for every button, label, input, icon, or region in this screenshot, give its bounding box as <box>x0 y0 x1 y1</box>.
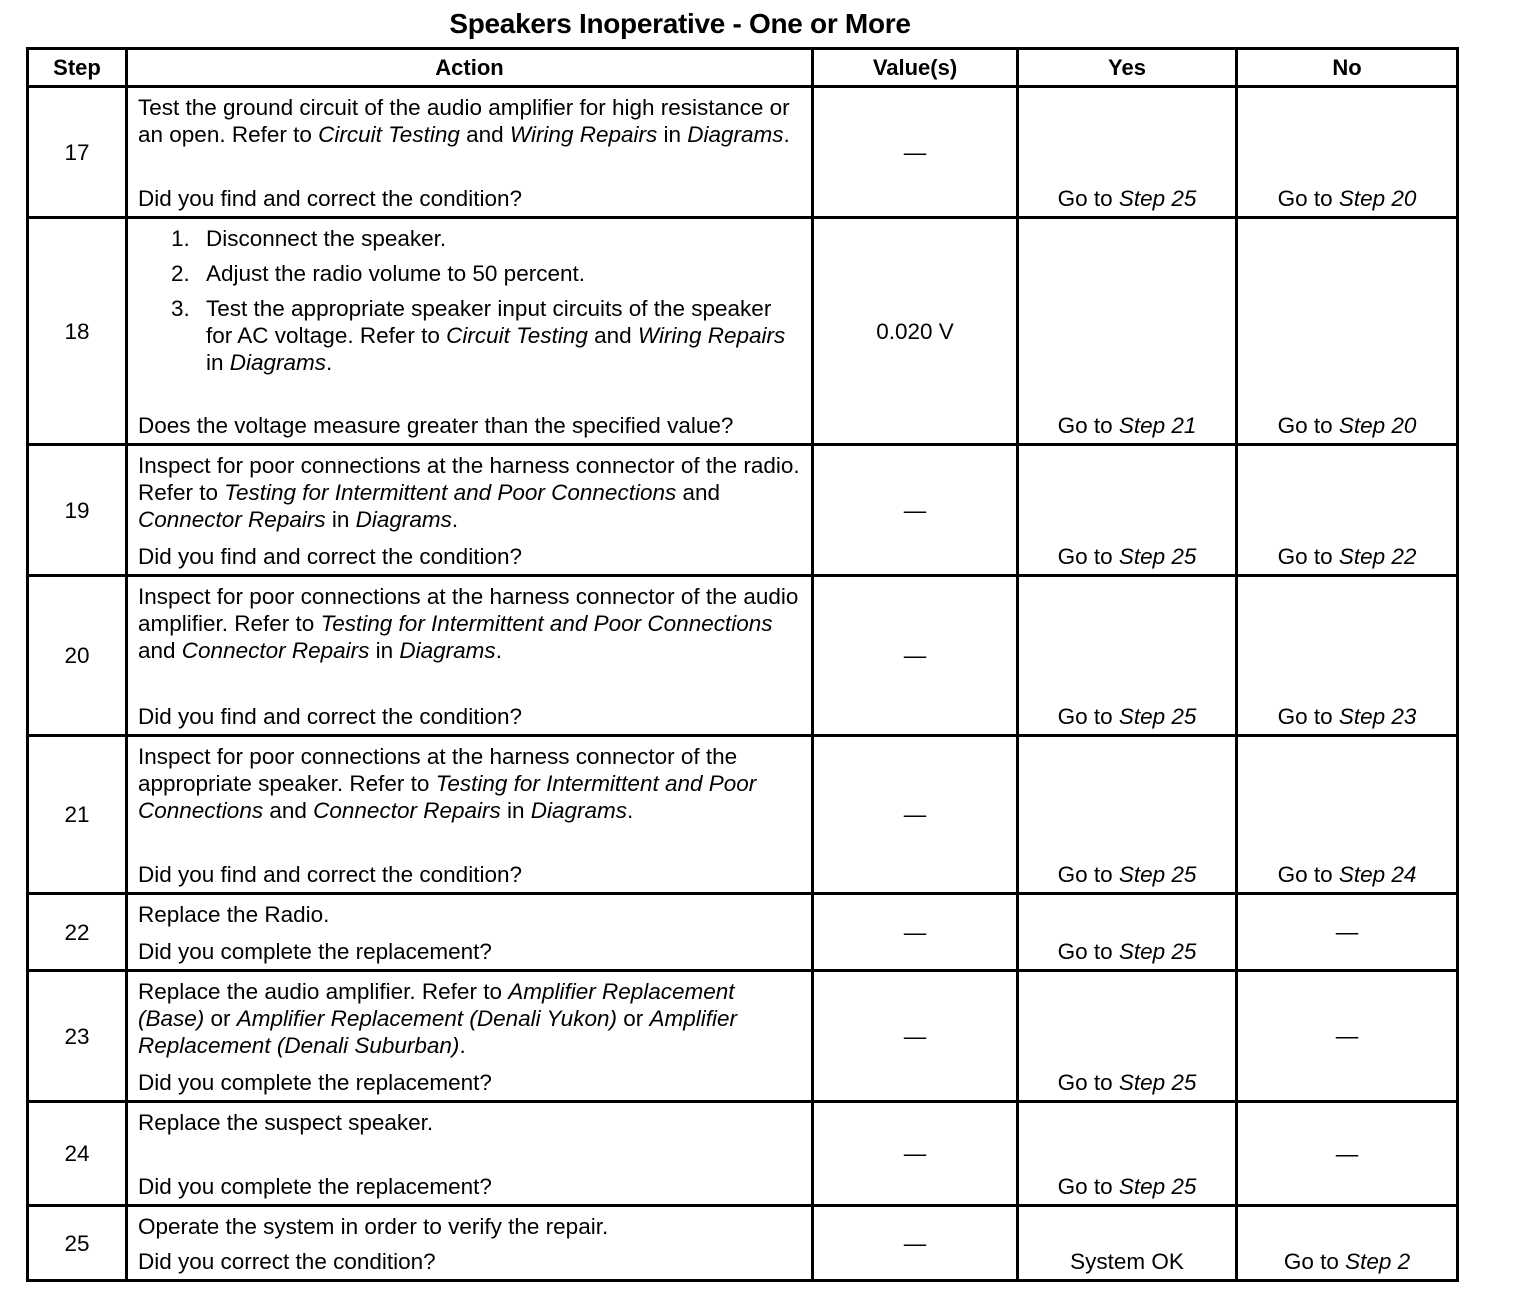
action-cell <box>127 1206 813 1281</box>
step-number: 22 <box>28 894 127 971</box>
yes-outcome-link[interactable] <box>1019 861 1235 888</box>
no-outcome-cell <box>1237 971 1458 1102</box>
yes-outcome-cell <box>1018 1206 1237 1281</box>
action-question: Did you complete the replacement? <box>138 939 492 964</box>
outcome-prefix: Go to <box>1057 186 1119 211</box>
outcome-prefix: Go to <box>1277 413 1339 438</box>
yes-outcome-cell <box>1018 971 1237 1102</box>
no-outcome-link[interactable] <box>1238 412 1456 439</box>
yes-outcome-link[interactable] <box>1019 185 1235 212</box>
no-outcome-link[interactable] <box>1238 1248 1456 1275</box>
action-instruction: Test the ground circuit of the audio amplifier for high resistance or an open. Refer to Circuit Testing and Wiring Repairs in Diagrams. <box>138 95 790 147</box>
yes-outcome-link[interactable] <box>1019 1069 1235 1096</box>
step-number: 21 <box>28 736 127 894</box>
action-cell <box>127 894 813 971</box>
no-outcome-link[interactable] <box>1238 543 1456 570</box>
substep-item: 2. Adjust the radio volume to 50 percent. <box>196 260 801 287</box>
action-question: Did you correct the condition? <box>138 1249 436 1274</box>
outcome-prefix: Go to <box>1277 704 1339 729</box>
outcome-prefix: Go to <box>1277 862 1339 887</box>
value-cell: — <box>813 445 1018 576</box>
action-question: Did you find and correct the condition? <box>138 544 522 569</box>
no-outcome-cell <box>1237 1206 1458 1281</box>
column-header-values: Value(s) <box>813 49 1018 87</box>
action-cell <box>127 736 813 894</box>
step-number: 20 <box>28 576 127 736</box>
value-cell: — <box>813 971 1018 1102</box>
value-cell: — <box>813 1206 1018 1281</box>
no-outcome-link[interactable] <box>1238 861 1456 888</box>
yes-outcome-link[interactable] <box>1019 938 1235 965</box>
value-cell: — <box>813 576 1018 736</box>
action-question: Did you complete the replacement? <box>138 1070 492 1095</box>
outcome-prefix: Go to <box>1283 1249 1346 1274</box>
outcome-prefix: Go to <box>1057 939 1119 964</box>
step-reference[interactable]: Step 25 <box>1118 186 1197 211</box>
table-row <box>28 576 1458 736</box>
no-outcome-cell <box>1237 894 1458 971</box>
no-outcome-link[interactable] <box>1238 185 1456 212</box>
action-cell <box>127 87 813 218</box>
action-instruction: Inspect for poor connections at the harness connector of the radio. Refer to Testing for Intermittent and Poor Connections and Connector Repairs in Diagrams. <box>138 453 800 532</box>
not-applicable-dash: — <box>1335 1023 1359 1049</box>
action-instruction: Replace the suspect speaker. <box>138 1110 434 1135</box>
action-question: Did you find and correct the condition? <box>138 862 522 887</box>
step-number: 25 <box>28 1206 127 1281</box>
table-row <box>28 894 1458 971</box>
value-cell: — <box>813 736 1018 894</box>
yes-outcome-cell <box>1018 1102 1237 1206</box>
yes-outcome-cell <box>1018 894 1237 971</box>
action-cell <box>127 576 813 736</box>
action-cell <box>127 445 813 576</box>
yes-outcome-link[interactable] <box>1019 412 1235 439</box>
header-row <box>28 49 1458 87</box>
step-reference[interactable]: Step 25 <box>1118 544 1197 569</box>
action-question: Does the voltage measure greater than the specified value? <box>138 413 734 438</box>
step-reference[interactable]: Step 21 <box>1118 413 1197 438</box>
outcome-prefix: Go to <box>1057 544 1119 569</box>
action-question: Did you find and correct the condition? <box>138 704 522 729</box>
yes-outcome-cell <box>1018 218 1237 445</box>
yes-outcome-cell <box>1018 87 1237 218</box>
step-reference[interactable]: Step 25 <box>1118 862 1197 887</box>
step-reference[interactable]: Step 20 <box>1338 186 1417 211</box>
action-instruction: Replace the Radio. <box>138 902 330 927</box>
step-number: 18 <box>28 218 127 445</box>
no-outcome-cell <box>1237 1102 1458 1206</box>
table-row <box>28 971 1458 1102</box>
column-header-no: No <box>1237 49 1458 87</box>
substep-list <box>138 225 801 376</box>
substep-item: 3. Test the appropriate speaker input circuits of the speaker for AC voltage. Refer to Circuit Testing and Wiring Repairs in Diagrams. <box>196 295 801 376</box>
action-cell <box>127 218 813 445</box>
yes-outcome-link[interactable] <box>1019 703 1235 730</box>
not-applicable-dash: — <box>1335 1141 1359 1166</box>
yes-outcome-link <box>1019 1248 1235 1275</box>
step-number: 19 <box>28 445 127 576</box>
step-reference[interactable]: Step 2 <box>1345 1249 1411 1274</box>
step-reference[interactable]: Step 25 <box>1118 1174 1197 1199</box>
value-cell: — <box>813 87 1018 218</box>
yes-outcome-link[interactable] <box>1019 543 1235 570</box>
yes-outcome-cell <box>1018 576 1237 736</box>
step-number: 23 <box>28 971 127 1102</box>
step-reference[interactable]: Step 25 <box>1118 1070 1197 1095</box>
outcome-prefix: Go to <box>1057 862 1119 887</box>
substep-item: 1. Disconnect the speaker. <box>196 225 801 252</box>
outcome-prefix: Go to <box>1057 1174 1119 1199</box>
yes-outcome-cell <box>1018 445 1237 576</box>
value-cell: — <box>813 1102 1018 1206</box>
step-number: 24 <box>28 1102 127 1206</box>
outcome-prefix: Go to <box>1277 544 1339 569</box>
table-row <box>28 218 1458 445</box>
no-outcome-cell <box>1237 576 1458 736</box>
no-outcome-cell <box>1237 87 1458 218</box>
step-reference[interactable]: Step 25 <box>1118 704 1197 729</box>
diagnostic-table <box>26 47 1459 1282</box>
table-row <box>28 1102 1458 1206</box>
value-cell: 0.020 V <box>813 218 1018 445</box>
step-reference[interactable]: Step 22 <box>1338 544 1417 569</box>
action-question: Did you find and correct the condition? <box>138 186 522 211</box>
table-row <box>28 736 1458 894</box>
action-instruction: Operate the system in order to verify the repair. <box>138 1214 609 1239</box>
no-outcome-link[interactable] <box>1238 703 1456 730</box>
table-row <box>28 87 1458 218</box>
outcome-prefix: Go to <box>1057 704 1119 729</box>
table-row <box>28 445 1458 576</box>
table-row <box>28 1206 1458 1281</box>
outcome-prefix: Go to <box>1277 186 1339 211</box>
yes-outcome-cell <box>1018 736 1237 894</box>
step-reference[interactable]: Step 25 <box>1118 939 1197 964</box>
step-reference[interactable]: Step 20 <box>1338 413 1417 438</box>
action-cell <box>127 971 813 1102</box>
column-header-step: Step <box>28 49 127 87</box>
action-question: Did you complete the replacement? <box>138 1174 492 1199</box>
yes-outcome-link[interactable] <box>1019 1173 1235 1200</box>
action-instruction: Inspect for poor connections at the harness connector of the appropriate speaker. Refer to Testing for Intermittent and Poor Connections and Connector Repairs in Diagrams. <box>138 744 757 823</box>
no-outcome-cell <box>1237 736 1458 894</box>
page-title: Speakers Inoperative - One or More <box>449 8 911 39</box>
action-cell <box>127 1102 813 1206</box>
outcome-prefix: Go to <box>1057 1070 1119 1095</box>
no-outcome-cell <box>1237 445 1458 576</box>
column-header-action: Action <box>127 49 813 87</box>
not-applicable-dash: — <box>1335 919 1359 945</box>
column-header-yes: Yes <box>1018 49 1237 87</box>
no-outcome-cell <box>1237 218 1458 445</box>
action-instruction: Replace the audio amplifier. Refer to Amplifier Replacement (Base) or Amplifier Replacement (Denali Yukon) or Amplifier Replacement (Denali Suburban). <box>138 979 738 1058</box>
value-cell: — <box>813 894 1018 971</box>
outcome-prefix: System OK <box>1070 1249 1184 1274</box>
step-number: 17 <box>28 87 127 218</box>
step-reference[interactable]: Step 23 <box>1338 704 1417 729</box>
outcome-prefix: Go to <box>1057 413 1119 438</box>
step-reference[interactable]: Step 24 <box>1338 862 1417 887</box>
action-instruction: Inspect for poor connections at the harness connector of the audio amplifier. Refer to Testing for Intermittent and Poor Connections and Connector Repairs in Diagrams. <box>138 584 799 663</box>
